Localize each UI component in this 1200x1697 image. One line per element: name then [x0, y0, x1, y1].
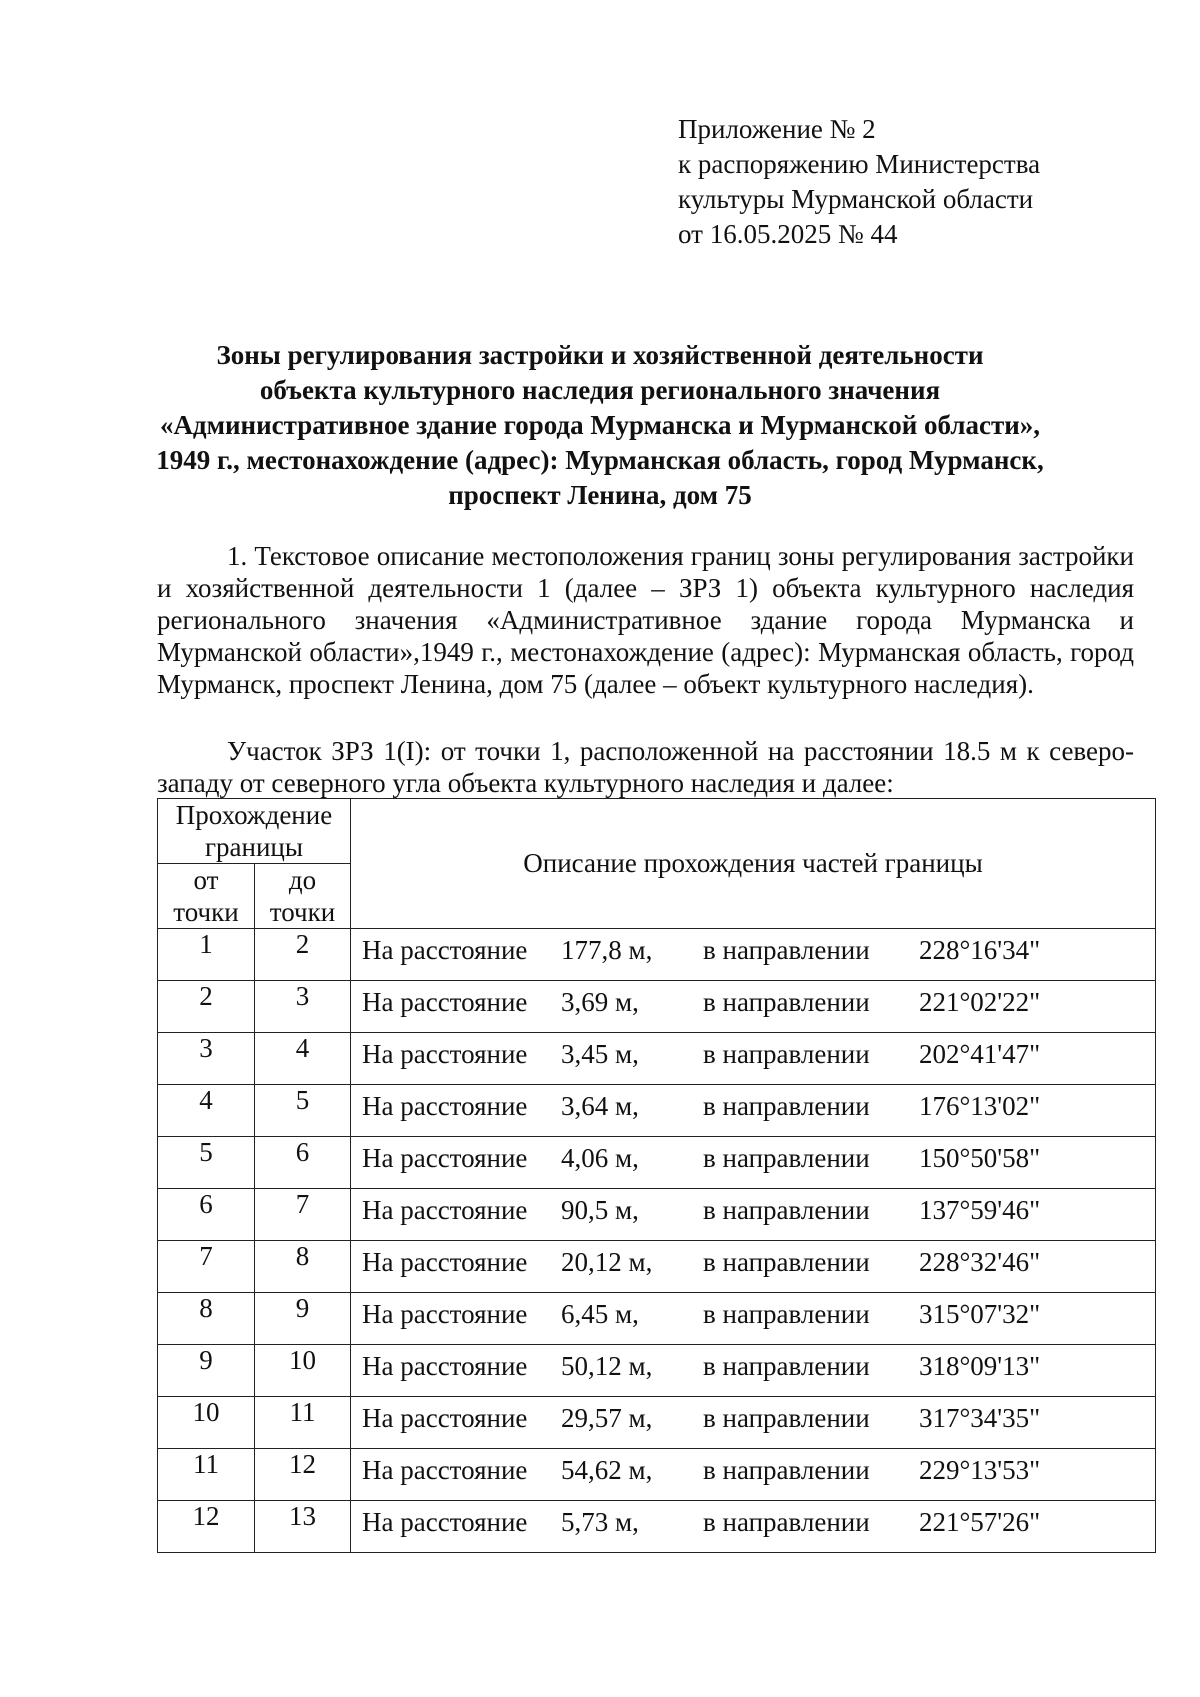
distance-value: 3,69 м, [561, 987, 639, 1017]
distance-value: 54,62 м, [561, 1455, 653, 1485]
table-row [158, 1137, 1156, 1189]
distance-label: На расстояние [362, 987, 528, 1017]
boundary-table [157, 798, 1156, 1553]
distance-value: 5,73 м, [561, 1507, 639, 1537]
document-title [150, 338, 1050, 513]
title-line: объекта культурного наследия регионального значения [259, 375, 941, 405]
distance-label: На расстояние [362, 1143, 528, 1173]
cell-to-point: 10 [255, 1345, 351, 1397]
cell-to-point: 12 [255, 1449, 351, 1501]
direction-label: в направлении [703, 1403, 870, 1433]
cell-to-point: 13 [255, 1501, 351, 1553]
distance-value: 50,12 м, [561, 1351, 653, 1381]
table-row [158, 1449, 1156, 1501]
cell-description [351, 1137, 1156, 1189]
distance-label: На расстояние [362, 1091, 528, 1121]
title-line: Зоны регулирования застройки и хозяйственной деятельности [216, 340, 984, 370]
cell-description [351, 1345, 1156, 1397]
cell-to-point: 6 [255, 1137, 351, 1189]
direction-angle: 221°57'26" [919, 1507, 1041, 1537]
cell-from-point: 8 [158, 1293, 255, 1345]
table-row [158, 1397, 1156, 1449]
direction-label: в направлении [703, 935, 870, 965]
appendix-line: Приложение № 2 [678, 114, 876, 144]
cell-to-point: 4 [255, 1033, 351, 1085]
distance-value: 177,8 м, [561, 935, 653, 965]
distance-value: 6,45 м, [561, 1299, 639, 1329]
header-boundary-passage: Прохождение границы [158, 799, 351, 864]
table-row [158, 1085, 1156, 1137]
distance-value: 3,45 м, [561, 1039, 639, 1069]
appendix-block [678, 112, 1040, 252]
direction-label: в направлении [703, 1299, 870, 1329]
cell-to-point: 3 [255, 981, 351, 1033]
direction-label: в направлении [703, 1455, 870, 1485]
direction-angle: 229°13'53" [919, 1455, 1041, 1485]
cell-description [351, 929, 1156, 981]
cell-description [351, 1189, 1156, 1241]
appendix-line: культуры Мурманской области [678, 184, 1034, 214]
table-row [158, 1241, 1156, 1293]
cell-from-point: 7 [158, 1241, 255, 1293]
appendix-line: к распоряжению Министерства [678, 149, 1041, 179]
direction-label: в направлении [703, 1351, 870, 1381]
cell-from-point: 3 [158, 1033, 255, 1085]
header-description: Описание прохождения частей границы [351, 799, 1156, 929]
cell-to-point: 9 [255, 1293, 351, 1345]
cell-from-point: 11 [158, 1449, 255, 1501]
table-row [158, 981, 1156, 1033]
direction-angle: 315°07'32" [919, 1299, 1041, 1329]
distance-label: На расстояние [362, 1507, 528, 1537]
cell-to-point: 2 [255, 929, 351, 981]
table-row [158, 1501, 1156, 1553]
direction-angle: 150°50'58" [919, 1143, 1041, 1173]
direction-angle: 318°09'13" [919, 1351, 1041, 1381]
title-line: проспект Ленина, дом 75 [448, 480, 752, 510]
cell-from-point: 4 [158, 1085, 255, 1137]
title-line: 1949 г., местонахождение (адрес): Мурманская область, город Мурманск, [156, 445, 1044, 475]
cell-description [351, 1449, 1156, 1501]
distance-label: На расстояние [362, 1299, 528, 1329]
direction-angle: 176°13'02" [919, 1091, 1041, 1121]
direction-label: в направлении [703, 1143, 870, 1173]
distance-label: На расстояние [362, 935, 528, 965]
direction-label: в направлении [703, 1247, 870, 1277]
cell-from-point: 5 [158, 1137, 255, 1189]
table-row [158, 1293, 1156, 1345]
cell-description [351, 1501, 1156, 1553]
distance-value: 3,64 м, [561, 1091, 639, 1121]
cell-to-point: 11 [255, 1397, 351, 1449]
table-row [158, 929, 1156, 981]
distance-label: На расстояние [362, 1455, 528, 1485]
cell-from-point: 9 [158, 1345, 255, 1397]
cell-from-point: 6 [158, 1189, 255, 1241]
direction-label: в направлении [703, 1039, 870, 1069]
distance-value: 90,5 м, [561, 1195, 639, 1225]
distance-label: На расстояние [362, 1039, 528, 1069]
direction-angle: 228°16'34" [919, 935, 1041, 965]
table-row [158, 1033, 1156, 1085]
title-line: «Административное здание города Мурманска и Мурманской области», [159, 410, 1041, 440]
cell-to-point: 5 [255, 1085, 351, 1137]
direction-label: в направлении [703, 1507, 870, 1537]
distance-label: На расстояние [362, 1195, 528, 1225]
paragraph-section-intro: Участок ЗРЗ 1(I): от точки 1, расположенной на расстоянии 18.5 м к северо-западу от северного угла объекта культурного наследия и далее: [157, 736, 1134, 798]
direction-label: в направлении [703, 987, 870, 1017]
direction-label: в направлении [703, 1091, 870, 1121]
distance-label: На расстояние [362, 1247, 528, 1277]
direction-label: в направлении [703, 1195, 870, 1225]
cell-description [351, 1241, 1156, 1293]
table-header-row [158, 799, 1156, 864]
cell-description [351, 1397, 1156, 1449]
direction-angle: 202°41'47" [919, 1039, 1041, 1069]
cell-from-point: 10 [158, 1397, 255, 1449]
table-row [158, 1345, 1156, 1397]
appendix-line: от 16.05.2025 № 44 [678, 219, 898, 249]
cell-to-point: 8 [255, 1241, 351, 1293]
header-from-point: от точки [158, 864, 255, 929]
header-to-point: до точки [255, 864, 351, 929]
direction-angle: 221°02'22" [919, 987, 1041, 1017]
distance-label: На расстояние [362, 1403, 528, 1433]
distance-value: 29,57 м, [561, 1403, 653, 1433]
cell-description [351, 1085, 1156, 1137]
distance-value: 4,06 м, [561, 1143, 639, 1173]
direction-angle: 228°32'46" [919, 1247, 1041, 1277]
cell-from-point: 2 [158, 981, 255, 1033]
cell-description [351, 981, 1156, 1033]
direction-angle: 317°34'35" [919, 1403, 1041, 1433]
cell-from-point: 1 [158, 929, 255, 981]
cell-from-point: 12 [158, 1501, 255, 1553]
distance-label: На расстояние [362, 1351, 528, 1381]
table-row [158, 1189, 1156, 1241]
cell-to-point: 7 [255, 1189, 351, 1241]
direction-angle: 137°59'46" [919, 1195, 1041, 1225]
paragraph-description: 1. Текстовое описание местоположения границ зоны регулирования застройки и хозяйственной деятельности 1 (далее – ЗРЗ 1) объекта культурного наследия регионального значения «Административное здание города Мурманска и Мурманской области»,1949 г., местонахождение (адрес): Мурманская область, город Мурманск, проспект Ленина, дом 75 (далее – объект культурного наследия). [157, 541, 1134, 699]
cell-description [351, 1033, 1156, 1085]
distance-value: 20,12 м, [561, 1247, 653, 1277]
cell-description [351, 1293, 1156, 1345]
